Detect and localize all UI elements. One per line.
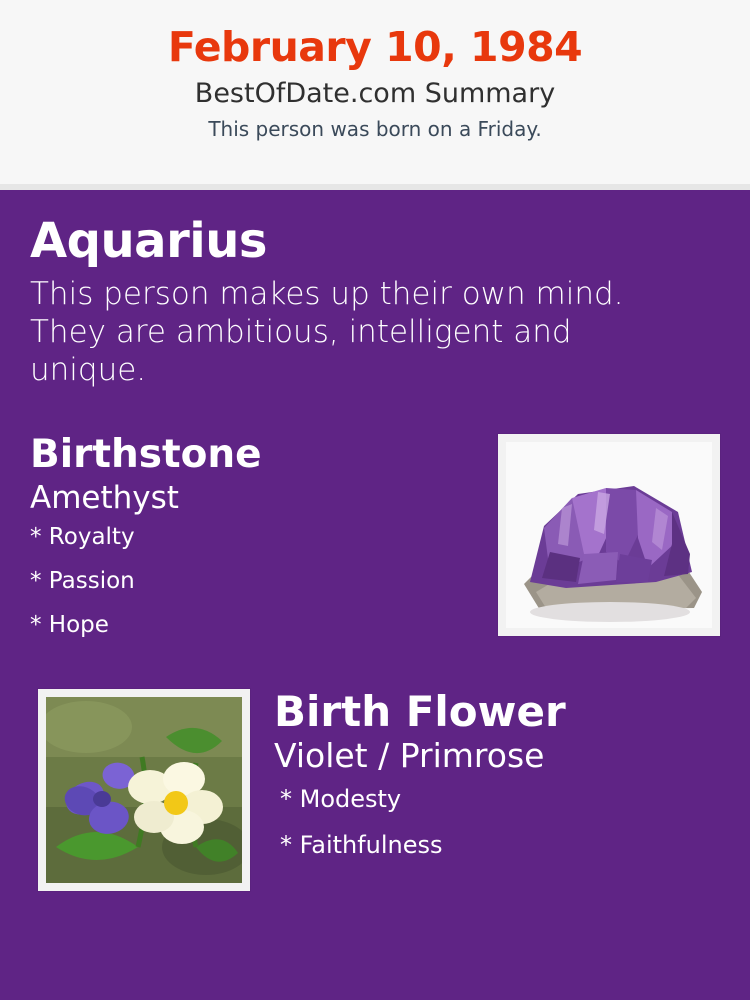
birth-flower-title: Birth Flower (274, 686, 566, 736)
list-item: * Passion (30, 568, 135, 595)
list-item: * Hope (30, 612, 109, 639)
details-panel (0, 190, 750, 1000)
card-header (0, 0, 750, 184)
zodiac-sign-name: Aquarius (30, 213, 267, 269)
birth-flower-image-frame (38, 689, 250, 891)
violet-primrose-photo (46, 697, 242, 883)
list-item: * Royalty (30, 524, 135, 551)
birthstone-text (30, 431, 470, 639)
site-name: BestOfDate.com Summary (194, 78, 556, 110)
birthstone-title: Birthstone (30, 431, 262, 477)
flower-photo-icon (46, 697, 242, 883)
amethyst-photo (506, 442, 712, 628)
birth-day-note: This person was born on a Friday. (208, 116, 542, 141)
birth-flower-text (274, 686, 720, 859)
list-item: * Faithfulness (280, 830, 443, 859)
birth-flower-name: Violet / Primrose (274, 736, 545, 776)
birth-flower-section (30, 686, 720, 904)
birthstone-name: Amethyst (30, 479, 179, 516)
zodiac-description: This person makes up their own mind. They are ambitious, intelligent and unique. (30, 276, 624, 389)
amethyst-crystal-icon (506, 442, 712, 628)
birthstone-section (30, 431, 720, 659)
birthstone-image-frame (498, 434, 720, 636)
page-title: February 10, 1984 (167, 23, 583, 71)
list-item: * Modesty (280, 784, 402, 813)
